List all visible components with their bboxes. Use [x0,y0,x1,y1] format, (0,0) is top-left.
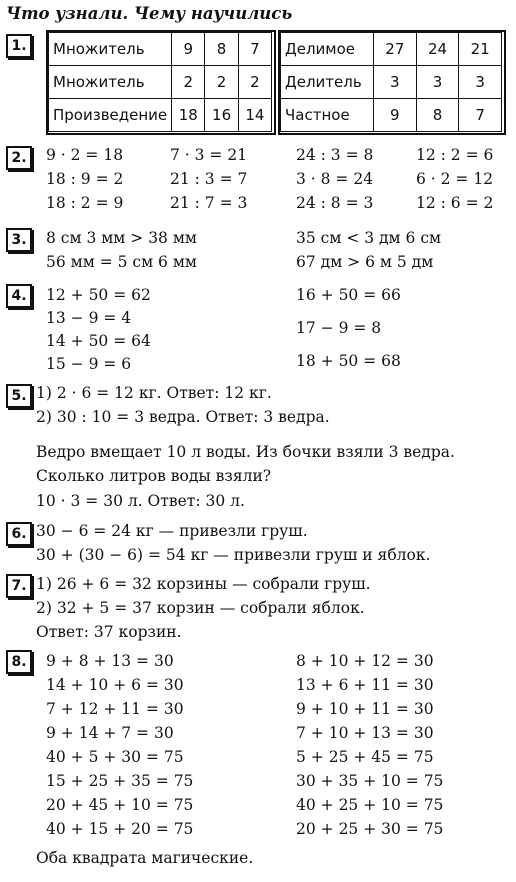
equation: 13 − 9 = 4 [46,309,132,327]
table-cell: 3 [416,66,459,99]
table-cell: 14 [238,99,271,132]
equation: 40 + 5 + 30 = 75 [46,748,184,766]
table-cell: 2 [205,66,238,99]
table-cell: 3 [374,66,417,99]
problem-line: Сколько литров воды взяли? [36,467,272,485]
equation: 40 + 25 + 10 = 75 [296,796,444,814]
comparison: 56 мм = 5 см 6 мм [46,253,197,271]
table-cell: 9 [374,99,417,132]
equation: 9 + 10 + 11 = 30 [296,700,434,718]
equation: 8 + 10 + 12 = 30 [296,652,434,670]
equation: 15 − 9 = 6 [46,355,132,373]
answer-line: Ответ: 37 корзин. [36,623,182,641]
equation: 40 + 15 + 20 = 75 [46,820,194,838]
equation: 30 + 35 + 10 = 75 [296,772,444,790]
division-table-frame [278,30,506,135]
task-8-number: 8. [6,650,32,674]
task-2-number: 2. [6,146,32,170]
table-cell: 27 [374,33,417,66]
equation: 14 + 50 = 64 [46,332,151,350]
table-cell: Частное [281,99,374,132]
equation: 21 : 3 = 7 [170,170,248,188]
equation: 7 · 3 = 21 [170,146,248,164]
table-cell: 2 [172,66,205,99]
table-cell: 2 [238,66,271,99]
task-3-number: 3. [6,228,32,252]
equation: 14 + 10 + 6 = 30 [46,676,184,694]
task-1-number: 1. [6,34,32,58]
equation: 7 + 10 + 13 = 30 [296,724,434,742]
solution-line: 10 · 3 = 30 л. Ответ: 30 л. [36,492,245,510]
table-cell: 24 [416,33,459,66]
table-cell: 9 [172,33,205,66]
equation: 12 : 6 = 2 [416,194,494,212]
task-6-number: 6. [6,522,32,546]
table-cell: 8 [205,33,238,66]
equation: 9 + 8 + 13 = 30 [46,652,174,670]
table-cell: Множитель [49,66,172,99]
task-5-number: 5. [6,384,32,408]
equation: 9 · 2 = 18 [46,146,124,164]
table-cell: Делитель [281,66,374,99]
table-cell: 18 [172,99,205,132]
equation: 3 · 8 = 24 [296,170,374,188]
equation: 24 : 8 = 3 [296,194,374,212]
equation: 6 · 2 = 12 [416,170,494,188]
equation: 12 + 50 = 62 [46,286,151,304]
task-7-number: 7. [6,574,32,598]
equation: 20 + 25 + 30 = 75 [296,820,444,838]
task-4-number: 4. [6,284,32,308]
table-cell: Множитель [49,33,172,66]
table-cell: Произведение [49,99,172,132]
table-cell: 7 [459,99,502,132]
solution-line: 1) 2 · 6 = 12 кг. Ответ: 12 кг. [36,384,272,402]
equation: 15 + 25 + 35 = 75 [46,772,194,790]
table-cell: 8 [416,99,459,132]
comparison: 8 см 3 мм > 38 мм [46,229,197,247]
table-cell: Делимое [281,33,374,66]
equation: 16 + 50 = 66 [296,286,401,304]
equation: 18 : 2 = 9 [46,194,124,212]
equation: 18 + 50 = 68 [296,352,401,370]
equation: 12 : 2 = 6 [416,146,494,164]
problem-line: Ведро вмещает 10 л воды. Из бочки взяли 3 ведра. [36,443,455,461]
multiplication-table-frame [46,30,276,135]
comparison: 35 см < 3 дм 6 см [296,229,442,247]
solution-line: 1) 26 + 6 = 32 корзины — собрали груш. [36,575,371,593]
solution-line: 30 − 6 = 24 кг — привезли груш. [36,522,308,540]
table-cell: 21 [459,33,502,66]
equation: 18 : 9 = 2 [46,170,124,188]
conclusion-line: Оба квадрата магические. [36,849,254,867]
solution-line: 2) 32 + 5 = 37 корзин — собрали яблок. [36,599,365,617]
table-cell: 7 [238,33,271,66]
page-heading: Что узнали. Чему научились [6,4,293,23]
table-cell: 3 [459,66,502,99]
table-cell: 16 [205,99,238,132]
equation: 17 − 9 = 8 [296,319,382,337]
equation: 9 + 14 + 7 = 30 [46,724,174,742]
equation: 5 + 25 + 45 = 75 [296,748,434,766]
equation: 13 + 6 + 11 = 30 [296,676,434,694]
solution-line: 30 + (30 − 6) = 54 кг — привезли груш и яблок. [36,546,431,564]
equation: 21 : 7 = 3 [170,194,248,212]
equation: 20 + 45 + 10 = 75 [46,796,194,814]
equation: 24 : 3 = 8 [296,146,374,164]
comparison: 67 дм > 6 м 5 дм [296,253,434,271]
solution-line: 2) 30 : 10 = 3 ведра. Ответ: 3 ведра. [36,408,330,426]
equation: 7 + 12 + 11 = 30 [46,700,184,718]
